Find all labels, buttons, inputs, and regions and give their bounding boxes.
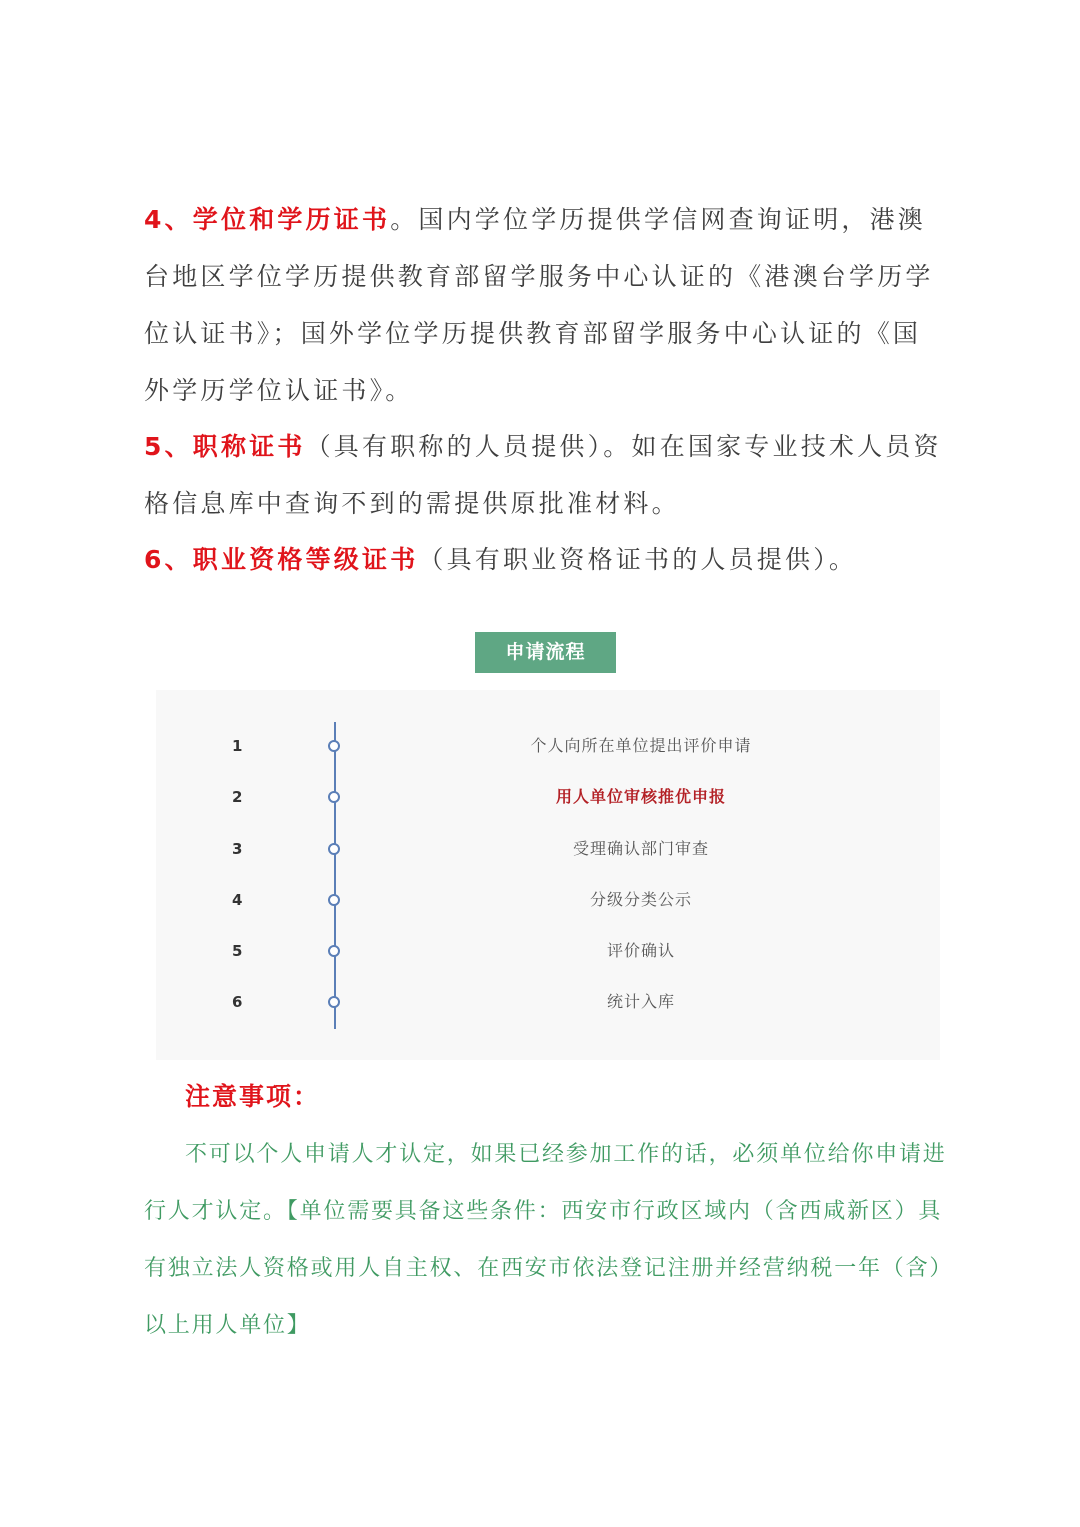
- step-number: 5: [232, 942, 243, 960]
- flow-step-5: [156, 936, 940, 966]
- step-number: 1: [232, 737, 243, 755]
- requirement-item-6: [144, 531, 944, 588]
- timeline-dot-icon: [328, 996, 340, 1008]
- step-text: 统计入库: [606, 992, 675, 1011]
- timeline-dot-icon: [328, 894, 340, 906]
- step-number: 4: [232, 891, 243, 909]
- timeline-line: [334, 722, 336, 1029]
- requirement-item-5-text: （具有职称的人员提供）。如在国家专业技术人员资格信息库中查询不到的需提供原批准材料。: [144, 432, 942, 518]
- requirement-item-4-label: 4、学位和学历证书: [144, 205, 391, 234]
- requirement-item-5: [144, 418, 944, 532]
- timeline-dot-icon: [328, 740, 340, 752]
- requirement-item-4-text: 。国内学位学历提供学信网查询证明，港澳台地区学位学历提供教育部留学服务中心认证的《港澳台学历学位认证书》；国外学位学历提供教育部留学服务中心认证的《国外学历学位认证书》。: [144, 205, 934, 405]
- step-number: 2: [232, 788, 243, 806]
- step-text: 分级分类公示: [589, 890, 692, 909]
- flow-title-badge: 申请流程: [475, 632, 616, 673]
- timeline-dot-icon: [328, 945, 340, 957]
- timeline-dot-icon: [328, 843, 340, 855]
- step-text: 评价确认: [606, 941, 675, 960]
- step-number: 3: [232, 840, 243, 858]
- step-text: 个人向所在单位提出评价申请: [530, 736, 752, 755]
- step-text: 受理确认部门审查: [572, 839, 709, 858]
- step-text-highlighted: 用人单位审核推优申报: [555, 787, 726, 806]
- requirement-item-4: [144, 191, 944, 419]
- requirement-item-6-label: 6、职业资格等级证书: [144, 545, 419, 574]
- notice-text: 不可以个人申请人才认定，如果已经参加工作的话，必须单位给你申请进行人才认定。【单位需要具备这些条件：西安市行政区域内（含西咸新区）具有独立法人资格或用人自主权、在西安市依法登记注册并经营纳税一年（含）以上用人单位】: [144, 1142, 947, 1338]
- timeline-dot-icon: [328, 791, 340, 803]
- flow-step-1: [156, 731, 940, 761]
- step-number: 6: [232, 993, 243, 1011]
- requirement-item-6-text: （具有职业资格证书的人员提供）。: [418, 545, 858, 574]
- flow-step-6: [156, 987, 940, 1017]
- flow-step-4: [156, 885, 940, 915]
- flow-step-2: [156, 782, 940, 812]
- flow-step-3: [156, 834, 940, 864]
- requirement-item-5-label: 5、职称证书: [144, 432, 306, 461]
- notice-title: 注意事项：: [185, 1082, 321, 1111]
